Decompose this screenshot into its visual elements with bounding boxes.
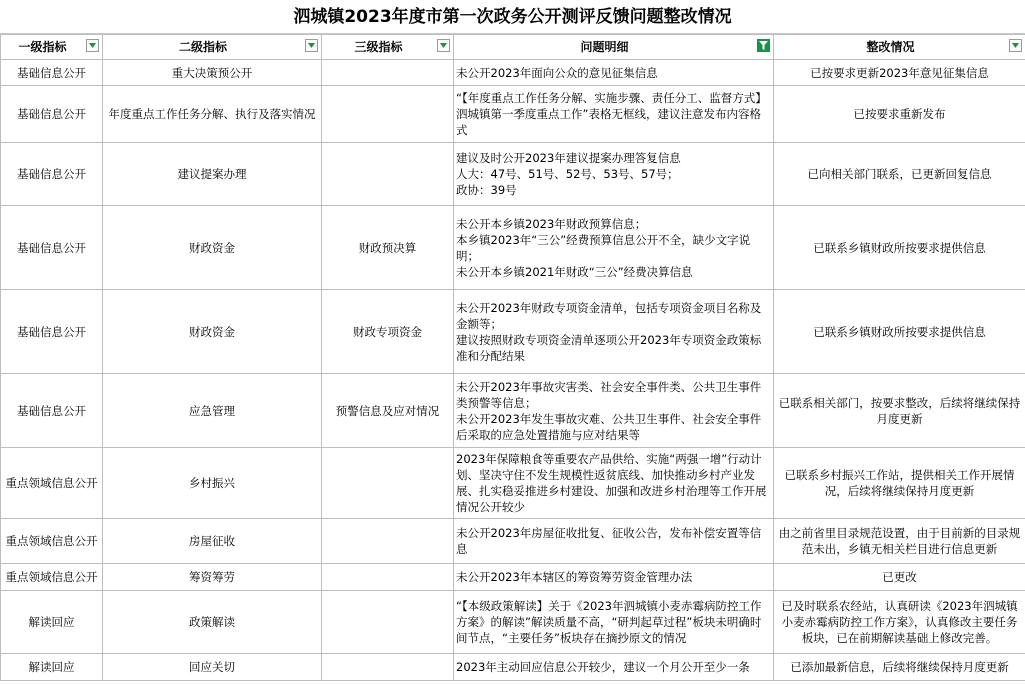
table-row bbox=[1, 448, 1025, 519]
cell-fix[interactable]: 已联系乡镇财政所按要求提供信息 bbox=[774, 206, 1025, 290]
cell-fix[interactable]: 已添加最新信息，后续将继续保持月度更新 bbox=[774, 654, 1025, 681]
cell-level1[interactable]: 重点领域信息公开 bbox=[1, 519, 103, 564]
cell-level2[interactable]: 重大决策预公开 bbox=[103, 60, 322, 86]
table-row bbox=[1, 374, 1025, 448]
table-row bbox=[1, 143, 1025, 206]
cell-detail[interactable]: 建议及时公开2023年建议提案办理答复信息 人大：47号、51号、52号、53号、57号； 政协：39号 bbox=[454, 143, 774, 206]
table-row bbox=[1, 86, 1025, 143]
cell-level3[interactable] bbox=[322, 60, 454, 86]
filter-dropdown-icon[interactable] bbox=[305, 39, 318, 52]
cell-level2[interactable]: 应急管理 bbox=[103, 374, 322, 448]
cell-level1[interactable]: 解读回应 bbox=[1, 591, 103, 654]
cell-fix[interactable]: 已联系乡镇财政所按要求提供信息 bbox=[774, 290, 1025, 374]
cell-detail[interactable]: 未公开2023年房屋征收批复、征收公告，发布补偿安置等信息 bbox=[454, 519, 774, 564]
cell-level2[interactable]: 筹资筹劳 bbox=[103, 564, 322, 591]
header-level2: 二级指标 bbox=[103, 35, 322, 60]
header-fix: 整改情况 bbox=[774, 35, 1025, 60]
cell-level1[interactable]: 基础信息公开 bbox=[1, 290, 103, 374]
cell-level3[interactable] bbox=[322, 591, 454, 654]
report-table bbox=[0, 34, 1025, 681]
table-row bbox=[1, 290, 1025, 374]
cell-fix[interactable]: 已向相关部门联系，已更新回复信息 bbox=[774, 143, 1025, 206]
cell-level1[interactable]: 基础信息公开 bbox=[1, 206, 103, 290]
table-body bbox=[1, 60, 1025, 681]
filter-dropdown-icon[interactable] bbox=[1009, 39, 1022, 52]
cell-level3[interactable]: 财政预决算 bbox=[322, 206, 454, 290]
cell-level3[interactable] bbox=[322, 448, 454, 519]
cell-detail[interactable]: 2023年保障粮食等重要农产品供给、实施“两强一增”行动计划、坚决守住不发生规模性返贫底线、加快推动乡村产业发展、扎实稳妥推进乡村建设、加强和改进乡村治理等工作开展情况公开较少 bbox=[454, 448, 774, 519]
cell-detail[interactable]: 未公开2023年本辖区的筹资筹劳资金管理办法 bbox=[454, 564, 774, 591]
cell-fix[interactable]: 已及时联系农经站，认真研读《2023年泗城镇小麦赤霉病防控工作方案》，认真修改主要任务板块，已在前期解读基础上修改完善。 bbox=[774, 591, 1025, 654]
cell-detail[interactable]: “【年度重点工作任务分解、实施步骤、责任分工、监督方式】泗城镇第一季度重点工作”表格无框线，建议注意发布内容格式 bbox=[454, 86, 774, 143]
filter-dropdown-icon[interactable] bbox=[437, 39, 450, 52]
cell-level3[interactable] bbox=[322, 519, 454, 564]
cell-fix[interactable]: 已联系乡村振兴工作站，提供相关工作开展情况，后续将继续保持月度更新 bbox=[774, 448, 1025, 519]
cell-level1[interactable]: 重点领域信息公开 bbox=[1, 448, 103, 519]
cell-detail[interactable]: “【本级政策解读】关于《2023年泗城镇小麦赤霉病防控工作方案》的解读”解读质量不高，“研判起草过程”板块未明确时间节点，“主要任务”板块存在摘抄原文的情况 bbox=[454, 591, 774, 654]
cell-level2[interactable]: 乡村振兴 bbox=[103, 448, 322, 519]
table-row bbox=[1, 654, 1025, 681]
cell-fix[interactable]: 已联系相关部门，按要求整改，后续将继续保持月度更新 bbox=[774, 374, 1025, 448]
table-row bbox=[1, 591, 1025, 654]
cell-fix[interactable]: 已按要求更新2023年意见征集信息 bbox=[774, 60, 1025, 86]
cell-detail[interactable]: 未公开2023年财政专项资金清单，包括专项资金项目名称及金额等； 建议按照财政专项资金清单逐项公开2023年专项资金政策标准和分配结果 bbox=[454, 290, 774, 374]
header-detail: 问题明细 bbox=[454, 35, 774, 60]
cell-detail[interactable]: 未公开2023年事故灾害类、社会安全事件类、公共卫生事件类预警等信息； 未公开2023年发生事故灾难、公共卫生事件、社会安全事件后采取的应急处置措施与应对结果等 bbox=[454, 374, 774, 448]
cell-detail[interactable]: 2023年主动回应信息公开较少，建议一个月公开至少一条 bbox=[454, 654, 774, 681]
cell-fix[interactable]: 由之前省里目录规范设置，由于目前新的目录规范未出，乡镇无相关栏目进行信息更新 bbox=[774, 519, 1025, 564]
cell-level3[interactable] bbox=[322, 86, 454, 143]
table-row bbox=[1, 60, 1025, 86]
sheet-title: 泗城镇2023年度市第一次政务公开测评反馈问题整改情况 bbox=[0, 0, 1025, 34]
cell-level1[interactable]: 基础信息公开 bbox=[1, 60, 103, 86]
cell-level2[interactable]: 财政资金 bbox=[103, 206, 322, 290]
header-row bbox=[1, 35, 1025, 60]
cell-level2[interactable]: 建议提案办理 bbox=[103, 143, 322, 206]
header-level3: 三级指标 bbox=[322, 35, 454, 60]
table-row bbox=[1, 206, 1025, 290]
cell-level3[interactable]: 财政专项资金 bbox=[322, 290, 454, 374]
cell-detail[interactable]: 未公开2023年面向公众的意见征集信息 bbox=[454, 60, 774, 86]
cell-level2[interactable]: 财政资金 bbox=[103, 290, 322, 374]
cell-level1[interactable]: 基础信息公开 bbox=[1, 374, 103, 448]
filter-dropdown-icon[interactable] bbox=[86, 39, 99, 52]
cell-level3[interactable] bbox=[322, 564, 454, 591]
cell-fix[interactable]: 已按要求重新发布 bbox=[774, 86, 1025, 143]
table-row bbox=[1, 564, 1025, 591]
cell-level1[interactable]: 基础信息公开 bbox=[1, 143, 103, 206]
header-level1: 一级指标 bbox=[1, 35, 103, 60]
cell-level2[interactable]: 房屋征收 bbox=[103, 519, 322, 564]
cell-level1[interactable]: 基础信息公开 bbox=[1, 86, 103, 143]
cell-level1[interactable]: 重点领域信息公开 bbox=[1, 564, 103, 591]
cell-level1[interactable]: 解读回应 bbox=[1, 654, 103, 681]
cell-detail[interactable]: 未公开本乡镇2023年财政预算信息； 本乡镇2023年“三公”经费预算信息公开不全，缺少文字说明； 未公开本乡镇2021年财政“三公”经费决算信息 bbox=[454, 206, 774, 290]
cell-level3[interactable] bbox=[322, 654, 454, 681]
cell-level3[interactable] bbox=[322, 143, 454, 206]
cell-fix[interactable]: 已更改 bbox=[774, 564, 1025, 591]
cell-level2[interactable]: 政策解读 bbox=[103, 591, 322, 654]
cell-level3[interactable]: 预警信息及应对情况 bbox=[322, 374, 454, 448]
cell-level2[interactable]: 回应关切 bbox=[103, 654, 322, 681]
cell-level2[interactable]: 年度重点工作任务分解、执行及落实情况 bbox=[103, 86, 322, 143]
filter-active-icon[interactable] bbox=[757, 39, 770, 52]
table-row bbox=[1, 519, 1025, 564]
